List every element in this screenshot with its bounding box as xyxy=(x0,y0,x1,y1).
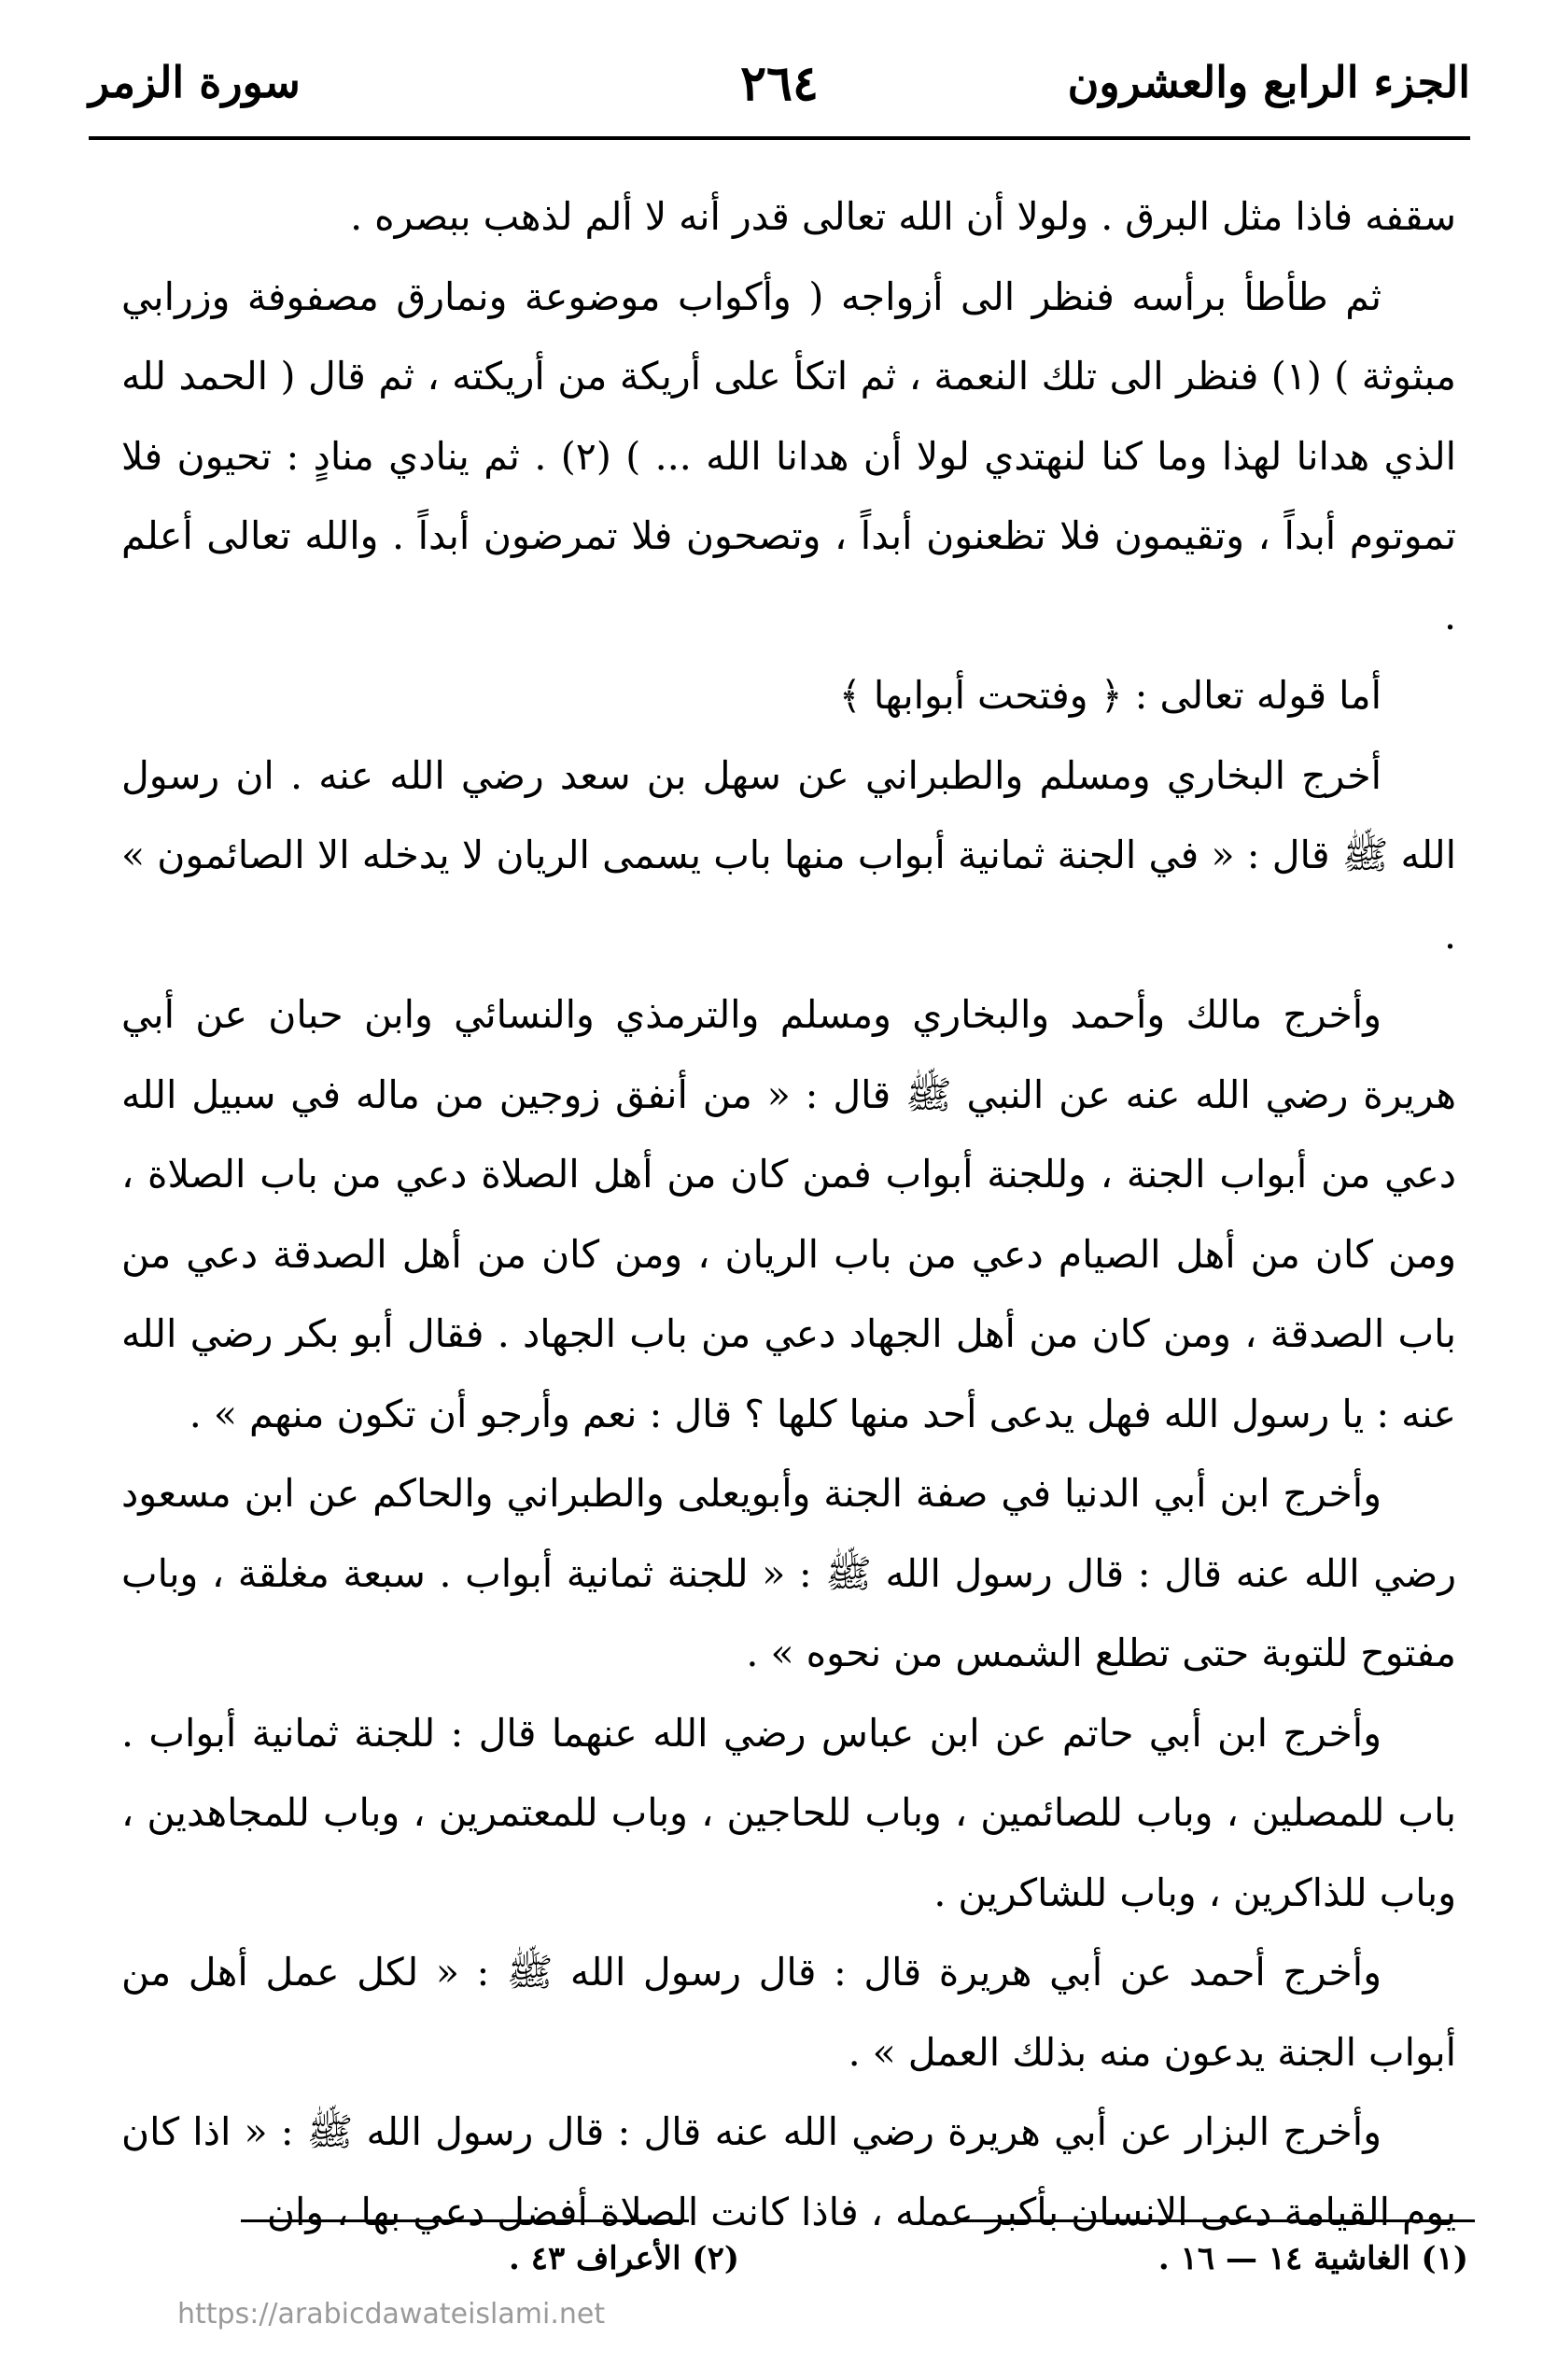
paragraph: وأخرج ابن أبي حاتم عن ابن عباس رضي الله عنهما قال : للجنة ثمانية أبواب . باب للمصلين ، وباب للصائمين ، وباب للحاجين ، وباب للمعتمرين ، وباب للمجاهدين ، وباب للذاكرين ، وباب للشاكرين . xyxy=(121,1710,1456,1915)
watermark-url: https://arabicdawateislami.net xyxy=(177,2298,606,2331)
page-body xyxy=(121,177,1456,2252)
surah-title: سورة الزمر xyxy=(89,57,301,107)
paragraph: سقفه فاذا مثل البرق . ولولا أن الله تعالى قدر أنه لا ألم لذهب ببصره . xyxy=(350,194,1456,239)
part-title: الجزء الرابع والعشرون xyxy=(1067,57,1470,107)
paragraph: ثم طأطأ برأسه فنظر الى أزواجه ( وأكواب موضوعة ونمارق مصفوفة وزرابي مبثوثة ) (١) فنظر الى تلك النعمة ، ثم اتكأ على أريكة من أريكته ، ثم قال ( الحمد لله الذي هدانا لهذا وما كنا لنهتدي لولا أن هدانا الله ... ) (٢) . ثم ينادي منادٍ : تحيون فلا تموتوم أبداً ، وتقيمون فلا تظعنون أبداً ، وتصحون فلا تمرضون أبداً . والله تعالى أعلم . xyxy=(121,273,1456,638)
footnote-rule-short xyxy=(241,2219,689,2222)
header-rule xyxy=(89,136,1470,140)
paragraph: أما قوله تعالى : ﴿ وفتحت أبوابها ﴾ xyxy=(838,673,1382,718)
page-number: ٢٦٤ xyxy=(740,55,819,112)
footnote-2: (٢) الأعراف ٤٣ . xyxy=(509,2240,739,2277)
page-header xyxy=(89,51,1470,126)
paragraph: وأخرج ابن أبي الدنيا في صفة الجنة وأبويعلى والطبراني والحاكم عن ابن مسعود رضي الله عنه قال : قال رسول الله ﷺ : « للجنة ثمانية أبواب . سبعة مغلقة ، وباب مفتوح للتوبة حتى تطلع الشمس من نحوه » . xyxy=(121,1471,1456,1675)
paragraph: وأخرج مالك وأحمد والبخاري ومسلم والترمذي والنسائي وابن حبان عن أبي هريرة رضي الله عنه عن النبي ﷺ قال : « من أنفق زوجين من ماله في سبيل الله دعي من أبواب الجنة ، وللجنة أبواب فمن كان من أهل الصلاة دعي من باب الصلاة ، ومن كان من أهل الصيام دعي من باب الريان ، ومن كان من أهل الصدقة دعي من باب الصدقة ، ومن كان من أهل الجهاد دعي من باب الجهاد . فقال أبو بكر رضي الله عنه : يا رسول الله فهل يدعى أحد منها كلها ؟ قال : نعم وأرجو أن تكون منهم » . xyxy=(121,992,1456,1436)
paragraph: وأخرج أحمد عن أبي هريرة قال : قال رسول الله ﷺ : « لكل عمل أهل من أبواب الجنة يدعون منه بذلك العمل » . xyxy=(121,1950,1456,2075)
paragraph: أخرج البخاري ومسلم والطبراني عن سهل بن سعد رضي الله عنه . ان رسول الله ﷺ قال : « في الجنة ثمانية أبواب منها باب يسمى الريان لا يدخله الا الصائمون » . xyxy=(121,752,1456,958)
paragraph: وأخرج البزار عن أبي هريرة رضي الله عنه قال : قال رسول الله ﷺ : « اذا كان يوم القيامة دعى الانسان بأكبر عمله ، فاذا كانت الصلاة أفضل دعي بها ، وان xyxy=(121,2109,1456,2234)
footnote-rule xyxy=(957,2219,1475,2222)
footnote-1: (١) الغاشية ١٤ — ١٦ . xyxy=(1157,2240,1468,2277)
